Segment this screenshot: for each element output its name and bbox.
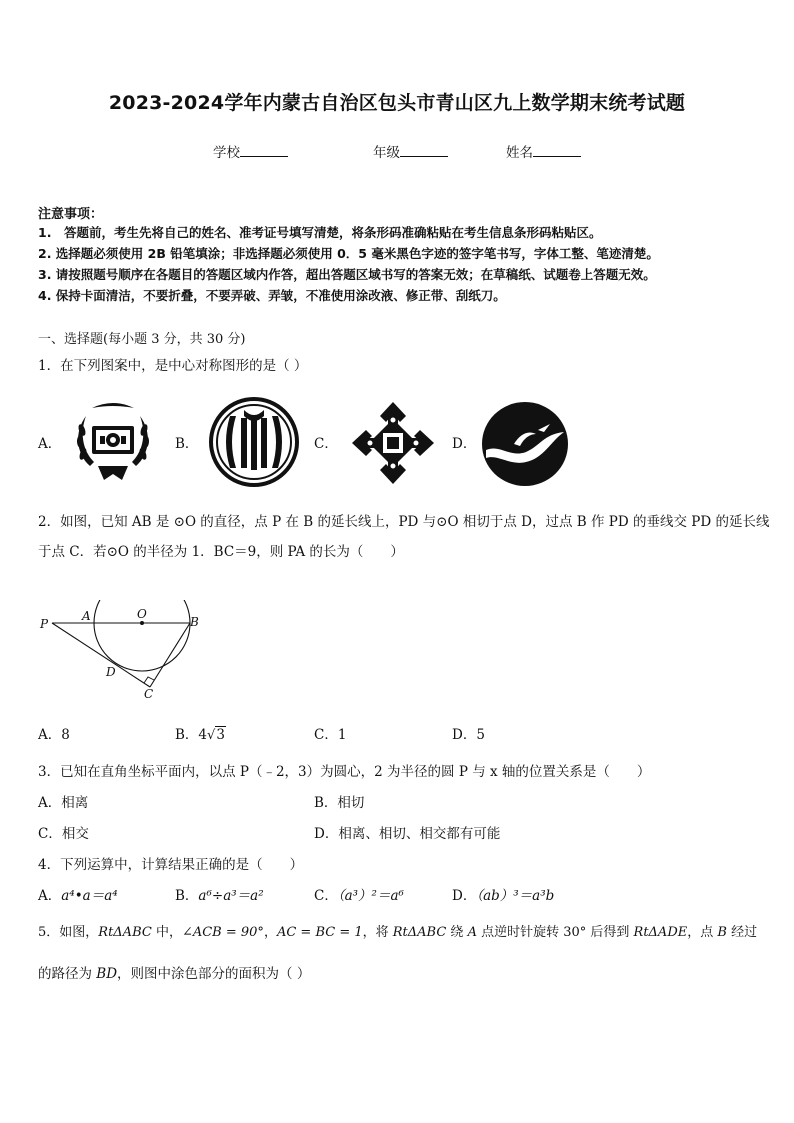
citic-logo-icon (208, 396, 300, 488)
ornament-pattern-icon (350, 400, 436, 486)
q1-option-b-label: B． (175, 436, 199, 452)
notes-heading: 注意事项： (38, 207, 104, 222)
note-item-4: 4. 保持卡面清洁，不要折叠，不要弄破、弄皱，不准使用涂改液、修正带、刮纸刀。 (38, 288, 506, 303)
school-label: 学校 (213, 145, 240, 161)
q1-option-c-label: C． (314, 436, 338, 452)
q3-option-a: A．相离 (38, 795, 89, 811)
q5-angle-acb: ∠ACB = 90° (181, 925, 264, 940)
label-C: C (144, 687, 154, 701)
q5-text: ，点 (687, 925, 718, 940)
q4-option-a-label: A． (38, 888, 62, 904)
q3-option-d: D．相离、相切、相交都有可能 (314, 826, 501, 842)
q4-option-d (452, 884, 554, 904)
q5-arc-bd: BD (96, 966, 118, 982)
q3-option-c: C．相交 (38, 826, 89, 842)
label-O: O (137, 607, 147, 621)
q4-option-b-expr: a⁶÷a³＝a² (198, 888, 264, 904)
q5-text: ，则图中涂色部分的面积为（ ） (117, 966, 311, 982)
q2-option-b-prefix: B．4 (175, 727, 208, 743)
wreath-emblem-icon (70, 400, 156, 486)
q5-text: 点逆时针旋转 (476, 925, 564, 940)
label-A: A (82, 609, 91, 623)
section-heading: 一、选择题(每小题 3 分，共 30 分) (38, 332, 246, 347)
q1-option-d-label: D． (452, 436, 477, 452)
q4-option-a-expr: a⁴•a＝a⁴ (61, 888, 118, 904)
q5-text: 的路径为 (38, 966, 97, 982)
note-item-1: 1. 答题前，考生先将自己的姓名、准考证号填写清楚，将条形码准确粘贴在考生信息条形码粘贴区。 (38, 225, 602, 240)
q5-text: 绕 (446, 925, 468, 940)
q2-option-b-radicand: 3 (216, 727, 225, 743)
question-5-line-2 (38, 962, 310, 982)
q2-option-a: A．8 (38, 727, 70, 743)
q5-text: ，将 (362, 925, 393, 940)
question-5-line-1 (38, 921, 757, 940)
school-blank[interactable] (240, 144, 288, 157)
page-title: 2023-2024学年内蒙古自治区包头市青山区九上数学期末统考试题 (108, 92, 686, 114)
grade-label: 年级 (373, 145, 400, 161)
q5-text: 5．如图， (38, 925, 99, 940)
q4-option-d-expr: （ab）³＝a³b (476, 888, 555, 904)
q5-text: ， (263, 925, 277, 940)
q4-option-b-label: B． (175, 888, 199, 904)
label-D: D (106, 665, 116, 679)
q5-text: 后得到 (586, 925, 634, 940)
q1-option-a-label: A． (38, 436, 62, 452)
q5-side-equality: AC = BC = 1 (276, 925, 363, 940)
name-field (506, 141, 581, 161)
label-B: B (190, 615, 199, 629)
q4-option-b (175, 884, 264, 904)
q5-triangle-ade: RtΔADE (633, 925, 688, 940)
q2-option-b: B．4√3 (175, 727, 225, 743)
q5-point-a: A (467, 925, 477, 940)
question-4-stem: 4．下列运算中，计算结果正确的是（ ） (38, 857, 304, 873)
q4-option-c-label: C． (314, 888, 338, 904)
question-1-stem: 1．在下列图案中，是中心对称图形的是（ ） (38, 358, 308, 374)
q5-point-b: B (717, 925, 727, 940)
q2-option-c: C．1 (314, 727, 347, 743)
q3-option-b: B．相切 (314, 795, 365, 811)
q5-text: 中， (151, 925, 182, 940)
q4-option-a (38, 884, 118, 904)
school-field (213, 141, 288, 161)
q5-triangle-abc: RtΔABC (98, 925, 152, 940)
grade-field (373, 141, 448, 161)
q4-option-d-label: D． (452, 888, 477, 904)
question-3-stem: 3．已知在直角坐标平面内，以点 P（﹣2，3）为圆心，2 为半径的圆 P 与 x 轴的位置关系是（ ） (38, 764, 651, 780)
q4-option-c-expr: （a³）²＝a⁶ (337, 888, 404, 904)
q5-text: 经过 (726, 925, 758, 940)
question-2-line-1: 2．如图，已知 AB 是 ⊙O 的直径，点 P 在 B 的延长线上，PD 与⊙O 相切于点 D，过点 B 作 PD 的垂线交 PD 的延长线 (38, 514, 770, 530)
grade-blank[interactable] (400, 144, 448, 157)
name-blank[interactable] (533, 144, 581, 157)
q2-circle-tangent-diagram (34, 600, 214, 704)
name-label: 姓名 (506, 145, 533, 161)
q4-option-c (314, 884, 404, 904)
note-item-2: 2. 选择题必须使用 2B 铅笔填涂；非选择题必须使用 0．5 毫米黑色字迹的签字笔书写，字体工整、笔迹清楚。 (38, 246, 659, 261)
wave-logo-icon (480, 400, 570, 488)
q2-option-d: D．5 (452, 727, 485, 743)
label-P: P (40, 617, 49, 631)
q5-rotation-angle: 30° (563, 925, 587, 940)
question-2-line-2: 于点 C．若⊙O 的半径为 1．BC＝9，则 PA 的长为（ ） (38, 544, 404, 560)
q5-triangle-abc: RtΔABC (392, 925, 447, 940)
note-item-3: 3. 请按照题号顺序在各题目的答题区域内作答，超出答题区域书写的答案无效；在草稿纸、试题卷上答题无效。 (38, 267, 656, 282)
